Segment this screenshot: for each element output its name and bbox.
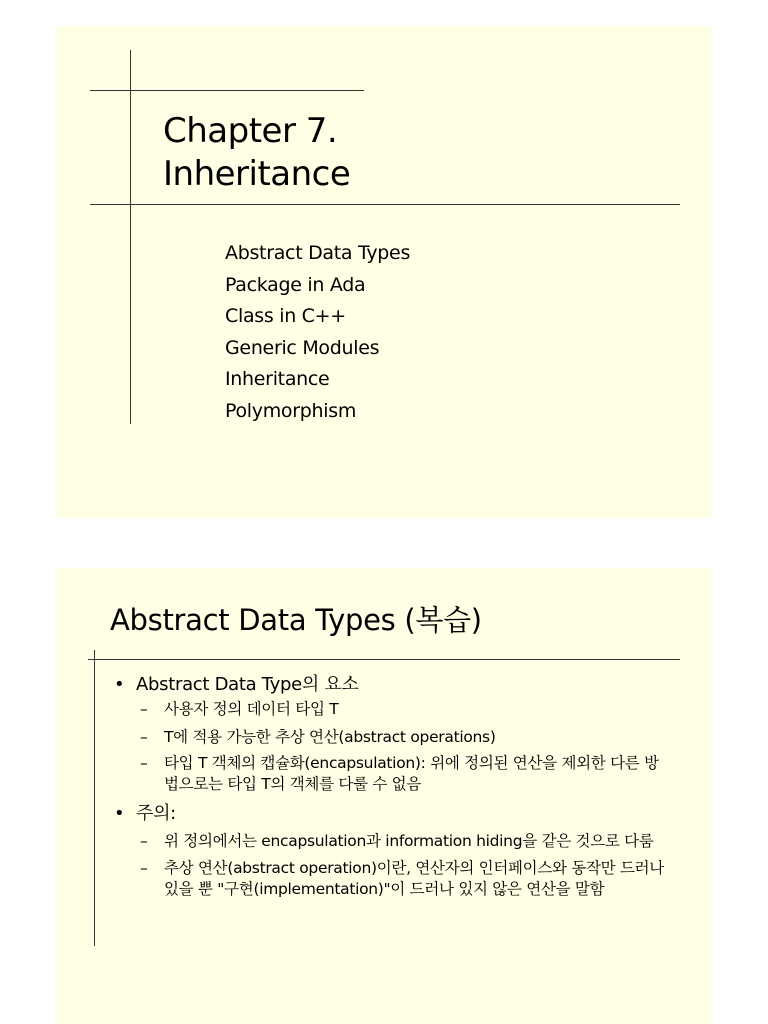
bullet-item — [112, 672, 672, 698]
topic-item: Class in C++ — [225, 305, 346, 328]
sub-bullet-dash: – — [140, 859, 148, 877]
title-underline-rule — [88, 659, 680, 660]
topic-item: Polymorphism — [225, 399, 357, 422]
bullet-dot: • — [114, 674, 125, 695]
sub-bullet-text: 위 정의에서는 encapsulation과 information hiding을 같은 것으로 다룸 — [164, 832, 654, 850]
topic-item: Generic Modules — [225, 336, 380, 359]
bullet-dot: • — [114, 803, 125, 824]
bullet-text: 주의: — [136, 803, 176, 824]
slide-2 — [56, 568, 712, 1024]
title-top-rule — [90, 90, 364, 91]
slide-title: Abstract Data Types (복습) — [110, 603, 482, 637]
sub-bullet-text: T에 적용 가능한 추상 연산(abstract operations) — [164, 728, 496, 746]
sub-bullet-item — [110, 831, 672, 852]
sub-bullet-dash: – — [140, 832, 148, 850]
title-bottom-rule — [90, 204, 680, 205]
chapter-title-line-2: Inheritance — [163, 154, 351, 194]
left-vertical-rule — [94, 650, 95, 946]
bullet-text: Abstract Data Type의 요소 — [136, 674, 359, 695]
sub-bullet-dash: – — [140, 728, 148, 746]
sub-bullet-dash: – — [140, 754, 148, 772]
sub-bullet-dash: – — [140, 700, 148, 718]
sub-bullet-text: 타입 T 객체의 캡슐화(encapsulation): 위에 정의된 연산을 제외한 다른 방법으로는 타입 T의 객체를 다룰 수 없음 — [164, 754, 659, 793]
slide-1 — [56, 26, 712, 518]
sub-bullet-text: 사용자 정의 데이터 타입 T — [164, 700, 339, 718]
left-vertical-rule — [130, 50, 131, 424]
chapter-topic-list — [225, 238, 410, 428]
topic-item: Inheritance — [225, 368, 330, 391]
topic-item: Package in Ada — [225, 273, 366, 296]
chapter-title — [163, 110, 350, 196]
sub-bullet-text: 추상 연산(abstract operation)이란, 연산자의 인터페이스와 동작만 드러나 있을 뿐 "구현(implementation)"이 드러나 있지 않은 연산을 말함 — [164, 859, 664, 898]
sub-bullet-item — [110, 753, 672, 795]
slide-body — [112, 672, 672, 900]
sub-bullet-item — [110, 699, 672, 720]
topic-item: Abstract Data Types — [225, 242, 411, 264]
chapter-title-line-1: Chapter 7. — [163, 111, 338, 151]
sub-bullet-item — [110, 727, 672, 748]
sub-bullet-item — [110, 858, 672, 900]
bullet-item — [112, 801, 672, 827]
